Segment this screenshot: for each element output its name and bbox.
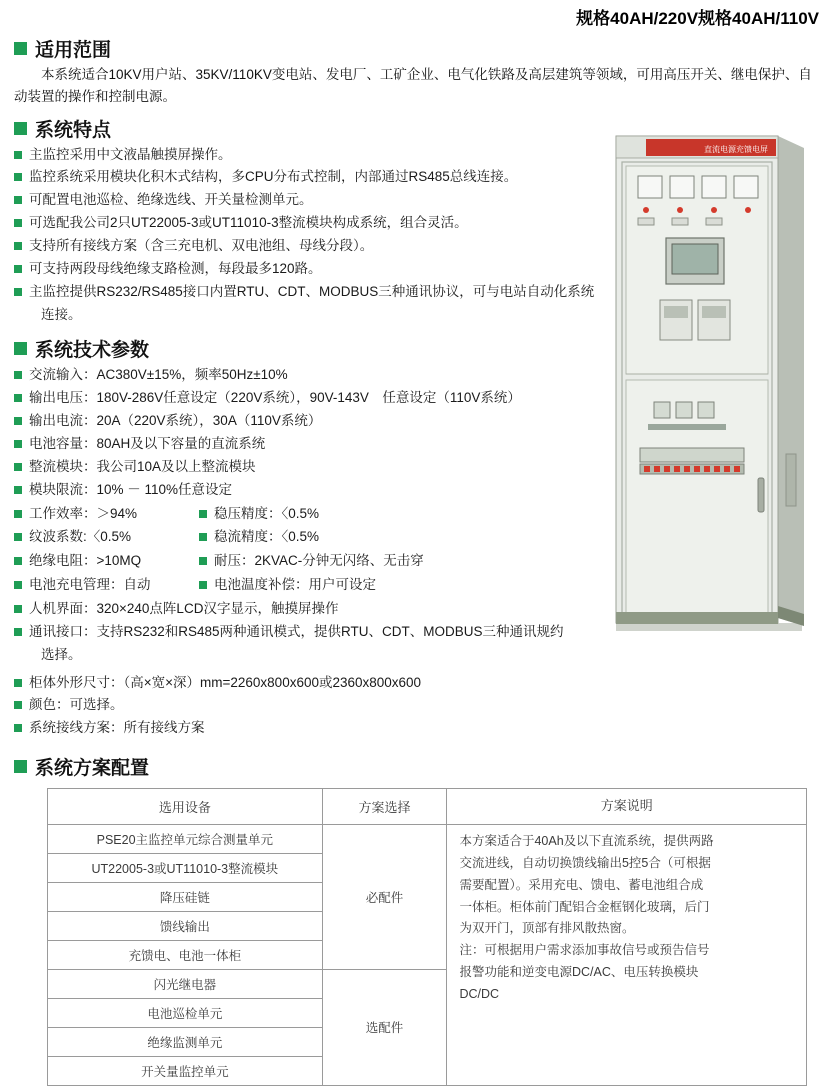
bullet-square-icon bbox=[14, 701, 22, 709]
section-heading-config-label: 系统方案配置 bbox=[35, 758, 150, 780]
bullet-square-icon bbox=[14, 342, 27, 355]
param-text: 稳压精度：〈0.5% bbox=[214, 505, 320, 521]
section-heading-scope-label: 适用范围 bbox=[35, 40, 112, 61]
feature-text: 可支持两段母线绝缘支路检测，每段最多120路。 bbox=[29, 260, 322, 276]
list-item bbox=[199, 526, 319, 548]
list-item bbox=[14, 281, 614, 303]
param-text: 工作效率：＞94% bbox=[29, 505, 138, 521]
bullet-square-icon bbox=[14, 417, 22, 425]
list-item bbox=[14, 503, 199, 525]
param-text-continued: 选择。 bbox=[41, 646, 82, 662]
feature-text: 监控系统采用模块化积木式结构，多CPU分布式控制，内部通过RS485总线连接。 bbox=[29, 169, 518, 185]
bullet-square-icon bbox=[199, 581, 207, 589]
list-item bbox=[14, 189, 614, 211]
list-item bbox=[14, 433, 614, 455]
device-cell: 降压硅链 bbox=[48, 882, 323, 911]
bullet-square-icon bbox=[14, 122, 27, 135]
description-line: 注：可根据用户需求添加事故信号或预告信号 bbox=[459, 943, 710, 958]
device-cell: 馈线输出 bbox=[48, 911, 323, 940]
bullet-square-icon bbox=[14, 151, 22, 159]
bullet-square-icon bbox=[14, 724, 22, 732]
bullet-square-icon bbox=[14, 242, 22, 250]
param-text: 耐压：2KVAC-分钟无闪络、无击穿 bbox=[214, 553, 424, 569]
feature-text: 主监控提供RS232/RS485接口内置RTU、CDT、MODBUS三种通讯协议，可与电站自动化系统 bbox=[29, 283, 595, 299]
selection-cell-required: 必配件 bbox=[322, 824, 447, 969]
param-text: 人机界面：320×240点阵LCD汉字显示，触摸屏操作 bbox=[29, 601, 339, 616]
bullet-square-icon bbox=[14, 463, 22, 471]
param-pair-row bbox=[14, 573, 614, 597]
list-item bbox=[199, 550, 424, 572]
list-item bbox=[14, 694, 614, 716]
list-item bbox=[14, 364, 614, 386]
description-line: 本方案适合于40Ah及以下直流系统，提供两路 bbox=[459, 833, 714, 848]
description-line: 交流进线，自动切换馈线输出5控5合（可根据 bbox=[459, 855, 711, 870]
list-item bbox=[14, 144, 614, 166]
device-cell: PSE20主监控单元综合测量单元 bbox=[48, 824, 323, 853]
param-text: 交流输入：AC380V±15%，频率50Hz±10% bbox=[29, 367, 288, 383]
feature-text: 支持所有接线方案（含三充电机、双电池组、母线分段）。 bbox=[29, 237, 374, 253]
bullet-square-icon bbox=[14, 196, 22, 204]
device-cell: UT22005-3或UT11010-3整流模块 bbox=[48, 853, 323, 882]
param-text: 颜色：可选择。 bbox=[29, 697, 124, 713]
param-text: 稳流精度：〈0.5% bbox=[214, 529, 320, 545]
param-text: 电池容量：80AH及以下容量的直流系统 bbox=[29, 435, 266, 451]
param-text: 模块限流：10% － 110%任意设定 bbox=[29, 481, 233, 497]
bullet-square-icon bbox=[14, 605, 22, 613]
param-text: 输出电压：180V-286V任意设定（220V系统），90V-143V 任意设定（110V系统） bbox=[29, 390, 521, 406]
scope-paragraph: 本系统适合10KV用户站、35KV/110KV变电站、发电厂、工矿企业、电气化铁路及高层建筑等领域，可用高压开关、继电保护、自动装置的操作和控制电源。 bbox=[14, 67, 812, 105]
description-line: DC/DC bbox=[459, 987, 500, 1002]
column-header-description: 方案说明 bbox=[447, 789, 807, 825]
param-text: 绝缘电阻：>10MQ bbox=[29, 553, 142, 569]
bullet-square-icon bbox=[14, 510, 22, 518]
table-row bbox=[48, 824, 807, 853]
bullet-square-icon bbox=[14, 760, 27, 773]
bullet-square-icon bbox=[14, 679, 22, 687]
description-cell bbox=[447, 824, 807, 1085]
param-text: 电池温度补偿：用户可设定 bbox=[214, 577, 376, 593]
device-cell: 闪光继电器 bbox=[48, 969, 323, 998]
list-item bbox=[14, 166, 614, 188]
description-line: 需要配置）。采用充电、馈电、蓄电池组合成 bbox=[459, 877, 704, 892]
bullet-square-icon bbox=[199, 557, 207, 565]
section-heading-features-label: 系统特点 bbox=[35, 119, 112, 141]
param-pair-row bbox=[14, 502, 614, 526]
list-item bbox=[14, 621, 614, 643]
param-pair-row bbox=[14, 549, 614, 573]
svg-text:直流电源充馈电屏: 直流电源充馈电屏 bbox=[704, 145, 768, 154]
list-item bbox=[199, 503, 319, 525]
bullet-square-icon bbox=[14, 42, 27, 55]
params-list bbox=[14, 364, 614, 739]
param-pair-row bbox=[14, 525, 614, 549]
param-text: 柜体外形尺寸：（高×宽×深）mm=2260x800x600或2360x800x600 bbox=[29, 674, 422, 690]
list-item bbox=[14, 258, 614, 280]
product-photo-cabinet bbox=[608, 118, 823, 643]
list-item bbox=[199, 574, 376, 596]
bullet-square-icon bbox=[14, 486, 22, 494]
bullet-square-icon bbox=[14, 557, 22, 565]
bullet-square-icon bbox=[14, 394, 22, 402]
bullet-square-icon bbox=[14, 440, 22, 448]
bullet-square-icon bbox=[14, 628, 22, 636]
bullet-square-icon bbox=[199, 533, 207, 541]
list-item bbox=[14, 526, 199, 548]
param-text: 电池充电管理：自动 bbox=[29, 577, 151, 593]
device-cell: 电池巡检单元 bbox=[48, 998, 323, 1027]
list-item bbox=[14, 410, 614, 432]
bullet-square-icon bbox=[14, 371, 22, 379]
bullet-square-icon bbox=[14, 219, 22, 227]
feature-text: 主监控采用中文液晶触摸屏操作。 bbox=[29, 146, 232, 162]
list-item bbox=[14, 550, 199, 572]
features-list bbox=[14, 144, 614, 326]
list-item bbox=[14, 456, 614, 478]
bullet-square-icon bbox=[14, 265, 22, 273]
list-item bbox=[14, 574, 199, 596]
description-line: 报警功能和逆变电源DC/AC、电压转换模块 bbox=[459, 965, 699, 980]
page-title: 规格40AH/220V规格40AH/110V bbox=[576, 9, 819, 28]
column-header-device: 选用设备 bbox=[48, 789, 323, 825]
list-item bbox=[14, 598, 614, 620]
table-header-row bbox=[48, 789, 807, 825]
bullet-square-icon bbox=[14, 533, 22, 541]
description-line: 一体柜。柜体前门配铝合金框钢化玻璃，后门 bbox=[459, 899, 710, 914]
description-line: 为双开门，顶部有排风散热窗。 bbox=[459, 921, 635, 936]
column-header-selection: 方案选择 bbox=[322, 789, 447, 825]
feature-text: 可配置电池巡检、绝缘选线、开关量检测单元。 bbox=[29, 192, 313, 208]
list-item bbox=[14, 479, 614, 501]
list-item bbox=[14, 672, 614, 694]
bullet-square-icon bbox=[199, 510, 207, 518]
param-text: 纹波系数:〈0.5% bbox=[29, 529, 132, 545]
param-text: 整流模块：我公司10A及以上整流模块 bbox=[29, 458, 256, 474]
list-item bbox=[14, 387, 614, 409]
list-item bbox=[14, 717, 614, 739]
cabinet-illustration-icon bbox=[608, 118, 823, 643]
bullet-square-icon bbox=[14, 173, 22, 181]
list-item bbox=[14, 212, 614, 234]
bullet-square-icon bbox=[14, 581, 22, 589]
selection-cell-optional: 选配件 bbox=[322, 969, 447, 1085]
section-heading-params-label: 系统技术参数 bbox=[35, 340, 150, 362]
configuration-table bbox=[47, 788, 807, 1086]
param-text: 通讯接口：支持RS232和RS485两种通讯模式，提供RTU、CDT、MODBUS三种通讯规约 bbox=[29, 623, 564, 639]
section-heading-scope bbox=[14, 35, 821, 62]
feature-text: 可选配我公司2只UT22005-3或UT11010-3整流模块构成系统，组合灵活。 bbox=[29, 215, 468, 231]
device-cell: 绝缘监测单元 bbox=[48, 1027, 323, 1056]
device-cell: 开关量监控单元 bbox=[48, 1056, 323, 1085]
section-heading-config bbox=[14, 753, 821, 780]
param-text: 输出电流：20A（220V系统），30A（110V系统） bbox=[29, 413, 322, 429]
bullet-square-icon bbox=[14, 288, 22, 296]
param-text: 系统接线方案：所有接线方案 bbox=[29, 720, 205, 736]
device-cell: 充馈电、电池一体柜 bbox=[48, 940, 323, 969]
feature-text-continued: 连接。 bbox=[41, 306, 82, 322]
list-item bbox=[14, 235, 614, 257]
